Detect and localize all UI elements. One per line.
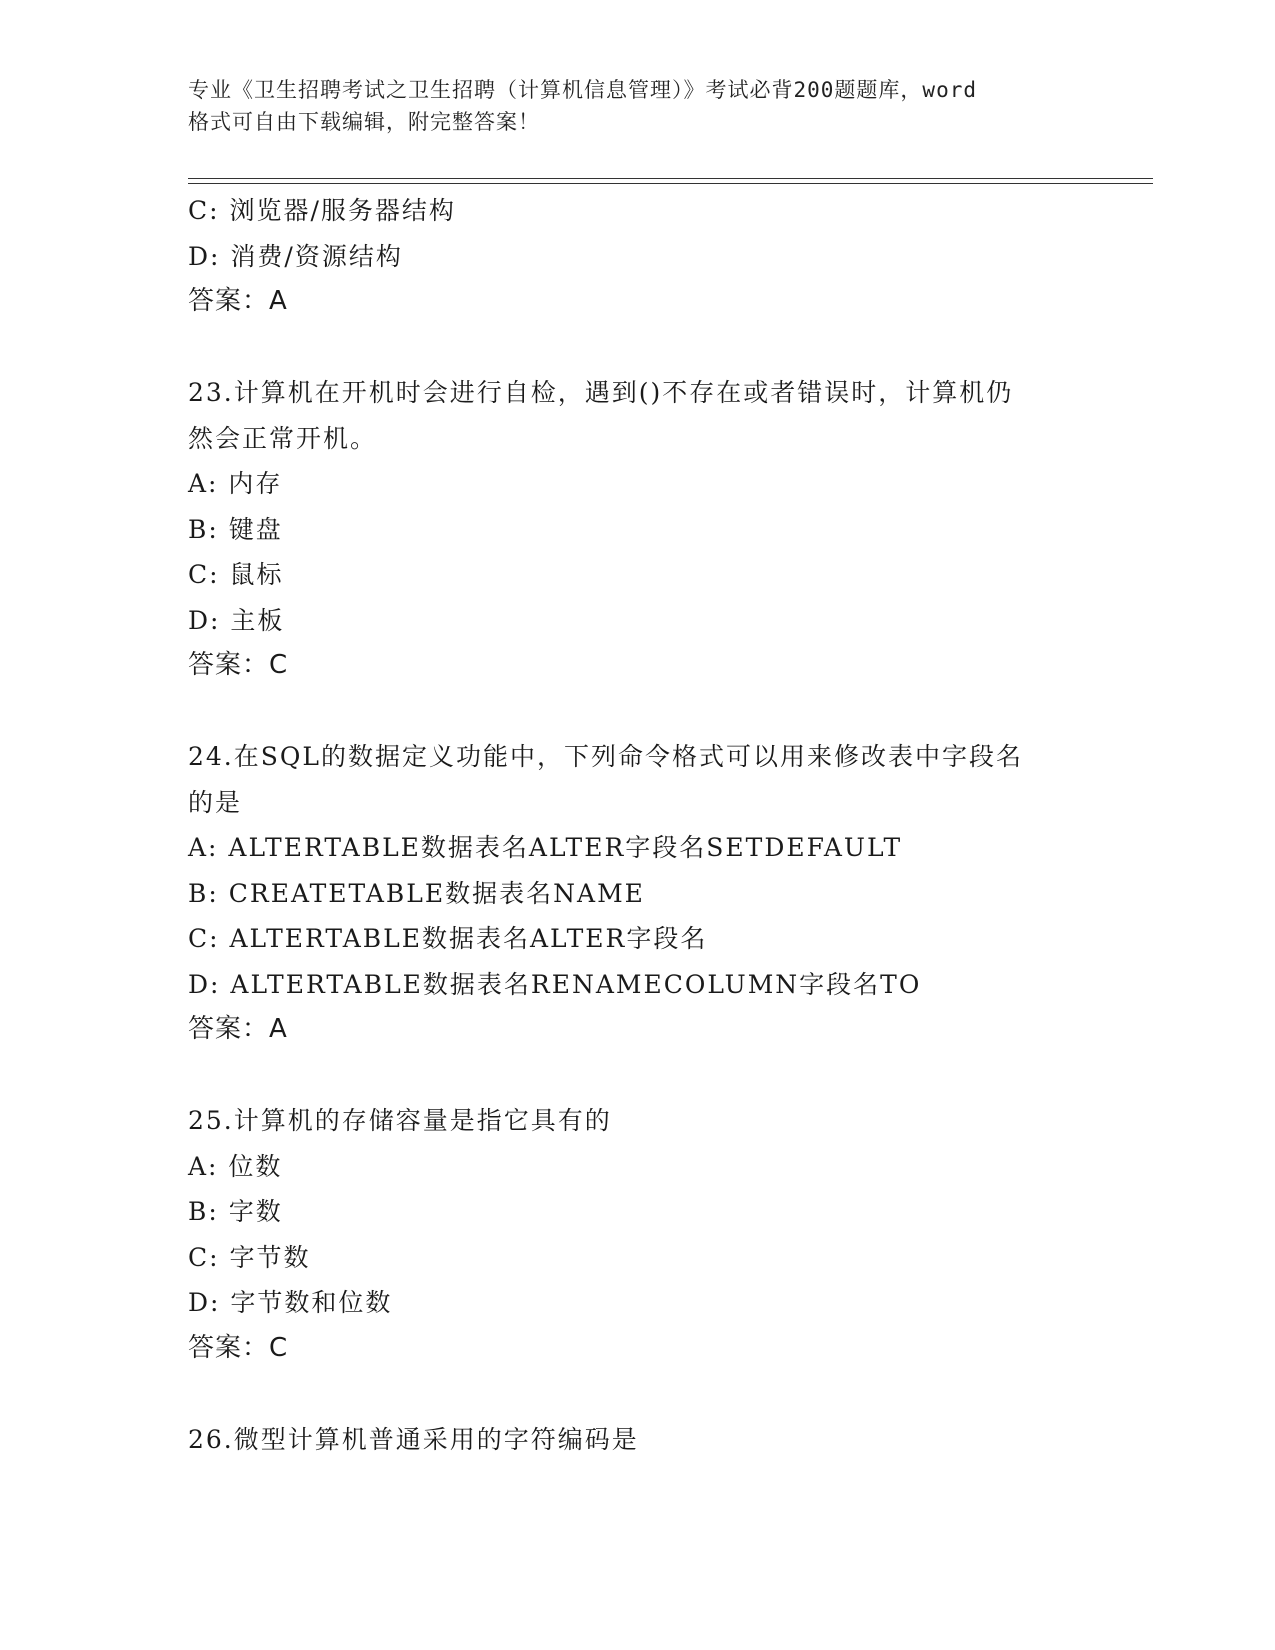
option-a: A: ALTERTABLE数据表名ALTER字段名SETDEFAULT bbox=[188, 833, 903, 862]
answer: 答案：A bbox=[188, 1014, 288, 1044]
question-text-continued: 的是 bbox=[188, 787, 243, 817]
spacer bbox=[188, 1371, 1148, 1417]
option-d: D: ALTERTABLE数据表名RENAMECOLUMN字段名TO bbox=[188, 969, 922, 999]
option-b: B: 字数 bbox=[188, 1197, 283, 1226]
question-text: 24.在SQL的数据定义功能中，下列命令格式可以用来修改表中字段名 bbox=[188, 742, 1023, 771]
question-text-continued: 然会正常开机。 bbox=[188, 423, 378, 453]
spacer bbox=[188, 1053, 1148, 1099]
question-text: 26.微型计算机普通采用的字符编码是 bbox=[188, 1424, 639, 1454]
question-25 bbox=[188, 1098, 1088, 1371]
header-title-line-1: 专业《卫生招聘考试之卫生招聘（计算机信息管理）》考试必背200题题库，word bbox=[188, 78, 977, 102]
option-d: D: 主板 bbox=[188, 605, 285, 635]
question-list bbox=[188, 188, 1148, 1462]
question-22-continuation bbox=[188, 188, 1088, 325]
option-b: B: CREATETABLE数据表名NAME bbox=[188, 878, 645, 908]
option-d: D: 消费/资源结构 bbox=[188, 241, 403, 271]
question-24 bbox=[188, 734, 1088, 1053]
option-a: A: 内存 bbox=[188, 469, 283, 498]
option-d: D: 字节数和位数 bbox=[188, 1288, 393, 1317]
option-c: C: 浏览器/服务器结构 bbox=[188, 196, 456, 225]
header-title-line-2: 格式可自由下载编辑，附完整答案！ bbox=[188, 110, 540, 134]
option-c: C: 字节数 bbox=[188, 1242, 311, 1272]
question-text: 25.计算机的存储容量是指它具有的 bbox=[188, 1106, 612, 1135]
answer: 答案：C bbox=[188, 650, 289, 680]
spacer bbox=[188, 325, 1148, 371]
question-26 bbox=[188, 1417, 1088, 1463]
answer: 答案：C bbox=[188, 1332, 289, 1363]
question-text: 23.计算机在开机时会进行自检，遇到()不存在或者错误时，计算机仍 bbox=[188, 378, 1014, 407]
header-divider-bottom bbox=[188, 183, 1153, 184]
option-c: C: ALTERTABLE数据表名ALTER字段名 bbox=[188, 924, 708, 953]
answer: 答案：A bbox=[188, 286, 288, 316]
option-b: B: 键盘 bbox=[188, 514, 283, 544]
spacer bbox=[188, 689, 1148, 735]
option-c: C: 鼠标 bbox=[188, 560, 284, 589]
question-23 bbox=[188, 370, 1088, 689]
option-a: A: 位数 bbox=[188, 1151, 283, 1181]
document-header bbox=[188, 74, 1088, 138]
header-divider-top bbox=[188, 178, 1153, 179]
